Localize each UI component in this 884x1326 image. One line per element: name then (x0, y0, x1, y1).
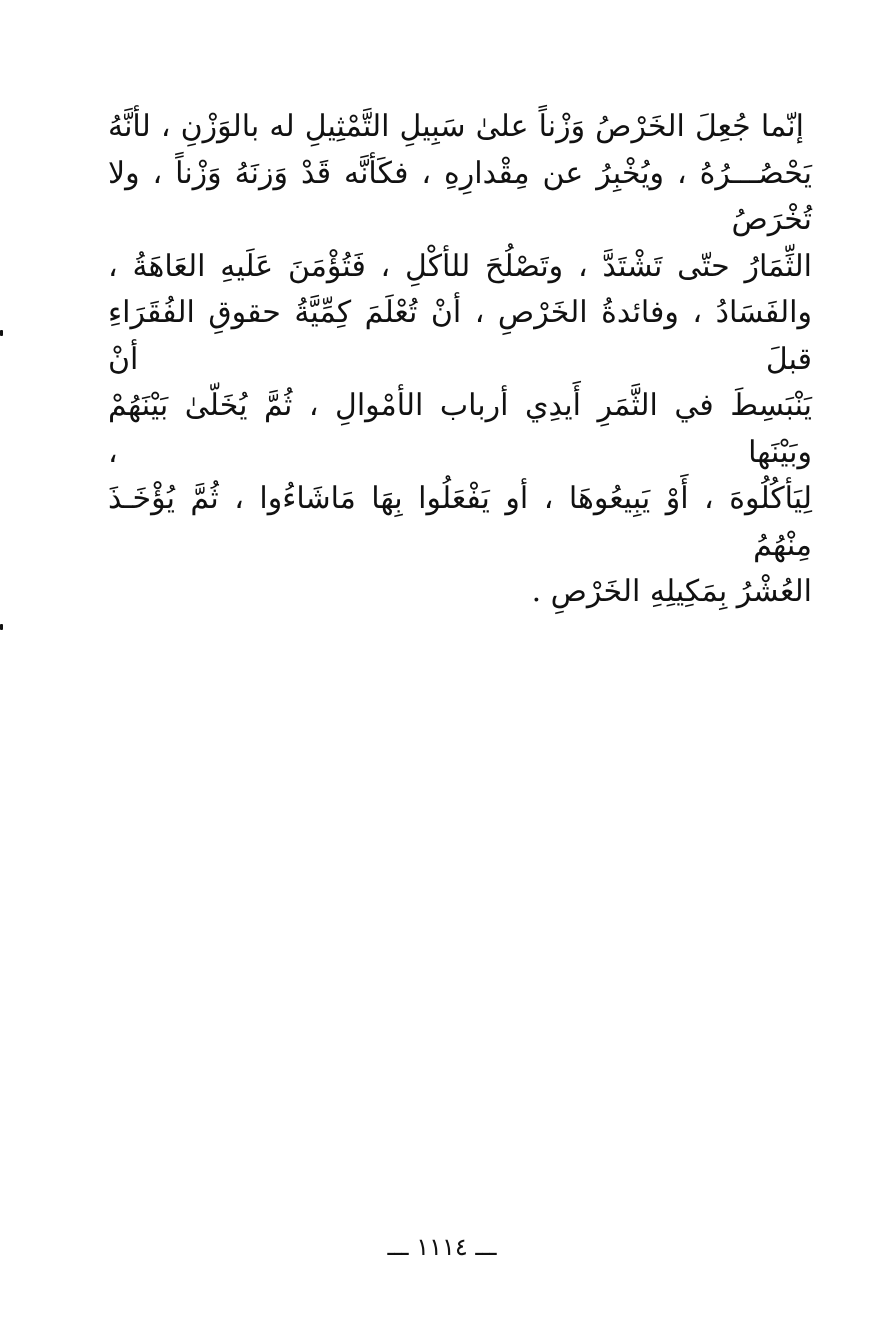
text-line-6: لِيَأكُلُوهَ ، أَوْ يَبِيعُوهَا ، أو يَفْعَلُوا بِهَا مَاشَاءُوا ، ثُمَّ يُؤْخَـذَ مِنْهُمُ (108, 481, 812, 563)
text-line-1: إنّما جُعِلَ الخَرْصُ وَزْناً علىٰ سَبِيلِ التَّمْثِيلِ له بالوَزْنِ ، لأنَّهُ (108, 109, 804, 144)
arabic-text-paragraph (108, 104, 812, 616)
text-line-7: العُشْرُ بِمَكِيلِهِ الخَرْصِ . (531, 574, 812, 609)
text-line-2: يَحْصُـــرُهُ ، ويُخْبِرُ عن مِقْدارِهِ ، فكَأنَّه قَدْ وَزنَهُ وَزْناً ، ولا تُخْرَصُ (108, 155, 812, 237)
text-line-4: والفَسَادُ ، وفائدةُ الخَرْصِ ، أنْ تُعْلَمَ كِمِّيَّةُ حقوقِ الفُقَرَاءِ قبلَ أنْ (108, 295, 812, 377)
page-number: ـــ ١١١٤ ـــ (387, 1233, 497, 1261)
scan-edge-mark (0, 330, 3, 336)
text-line-3: الثِّمَارُ حتّى تَشْتَدَّ ، وتَصْلُحَ للأكْلِ ، فَتُؤْمَنَ عَلَيهِ العَاهَةُ ، (108, 248, 812, 284)
scan-edge-mark (0, 624, 3, 630)
text-line-5: يَنْبَسِطَ في الثَّمَرِ أَيدِي أرباب الأمْوالِ ، ثُمَّ يُخَلّىٰ بَيْنَهُمْ وبَيْنَها ، (108, 388, 812, 470)
